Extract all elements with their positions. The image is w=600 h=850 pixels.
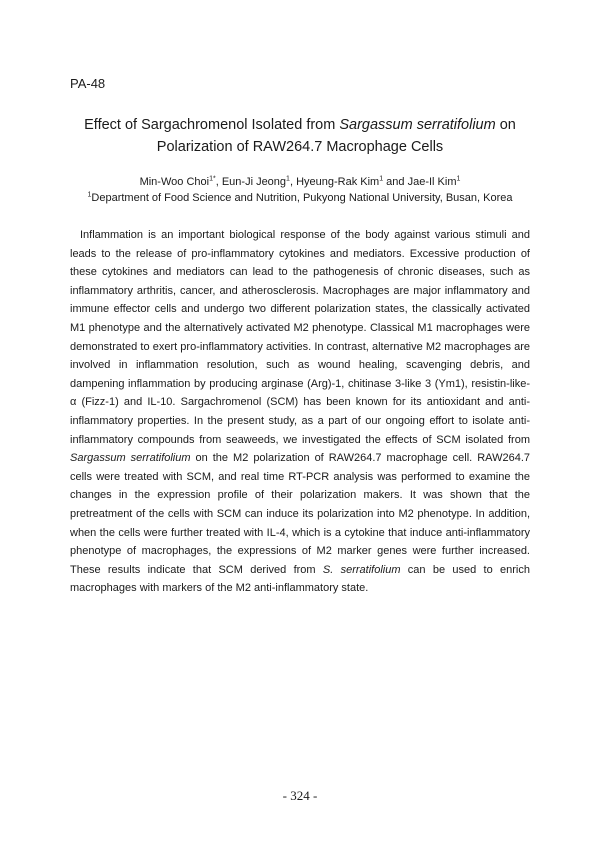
paper-title [60,114,540,158]
author-list [40,174,560,190]
author-affiliation-mark: 1 [456,175,461,183]
affiliation-text: Department of Food Science and Nutrition, Pukyong National University, Busan, Korea [91,192,513,204]
title-species-name: Sargassum serratifolium [339,117,496,133]
author-separator: and [383,176,408,188]
author-name: Hyeung-Rak Kim [296,176,380,188]
author-name: Jae-Il Kim [407,176,457,188]
affiliation-mark: 1 [87,191,92,199]
author-name: Min-Woo Choi [139,176,210,188]
author-separator: , [215,176,222,188]
title-part-1: Effect of Sargachromenol Isolated from [84,117,340,133]
author-affiliation-mark: 1* [209,175,216,183]
author-name: Eun-Ji Jeong [221,176,287,188]
affiliation [40,190,560,206]
abstract-body [70,226,530,598]
author-separator: , [289,176,297,188]
title-part-2: on Polarization of RAW264.7 Macrophage Cells [156,117,516,155]
species-name: Sargassum serratifolium [70,452,191,465]
page-number: - 324 - [282,788,318,803]
author-affiliation-mark: 1 [286,175,290,183]
abstract-id: PA-48 [70,76,106,91]
abstract-text: can be used to enrich macrophages with markers of the M2 anti-inflammatory state. [70,563,530,595]
species-name: S. serratifolium [322,563,401,576]
abstract-text: on the M2 polarization of RAW264.7 macrophage cell. RAW264.7 cells were treated with SCM, and real time RT-PCR analysis was performed to examine the changes in the expression profile of their polarization makers. It was shown that the pretreatment of the cells with SCM can induce its polarization into M2 phenotype. In addition, when the cells were further treated with IL-4, which is a cytokine that induce anti-inflammatory phenotype of macrophages, the expressions of M2 marker genes were further increased. These results indicate that SCM derived from [70,452,530,576]
abstract-text: Inflammation is an important biological response of the body against various stimuli and leads to the release of pro-inflammatory cytokines and mediators. Excessive production of these cytokines and mediators can lead to the pathogenesis of chronic diseases, such as inflammatory arthritis, cancer, and atherosclerosis. Macrophages are major inflammatory and immune effector cells and undergo two different polarization states, the classically activated M1 phenotype and the alternatively activated M2 phenotype. Classical M1 macrophages were demonstrated to exert pro-inflammatory activities. In contrast, alternative M2 macrophages are involved in inflammation resolution, such as wound healing, scavenging debris, and dampening inflammation by producing arginase (Arg)-1, chitinase 3-like 3 (Ym1), resistin-like-α (Fizz-1) and IL-10. Sargachromenol (SCM) has been known for its antioxidant and anti-inflammatory properties. In the present study, as a part of our ongoing effort to isolate anti-inflammatory compounds from seaweeds, we investigated the effects of SCM isolated from [70,229,530,446]
author-affiliation-mark: 1 [379,175,384,183]
